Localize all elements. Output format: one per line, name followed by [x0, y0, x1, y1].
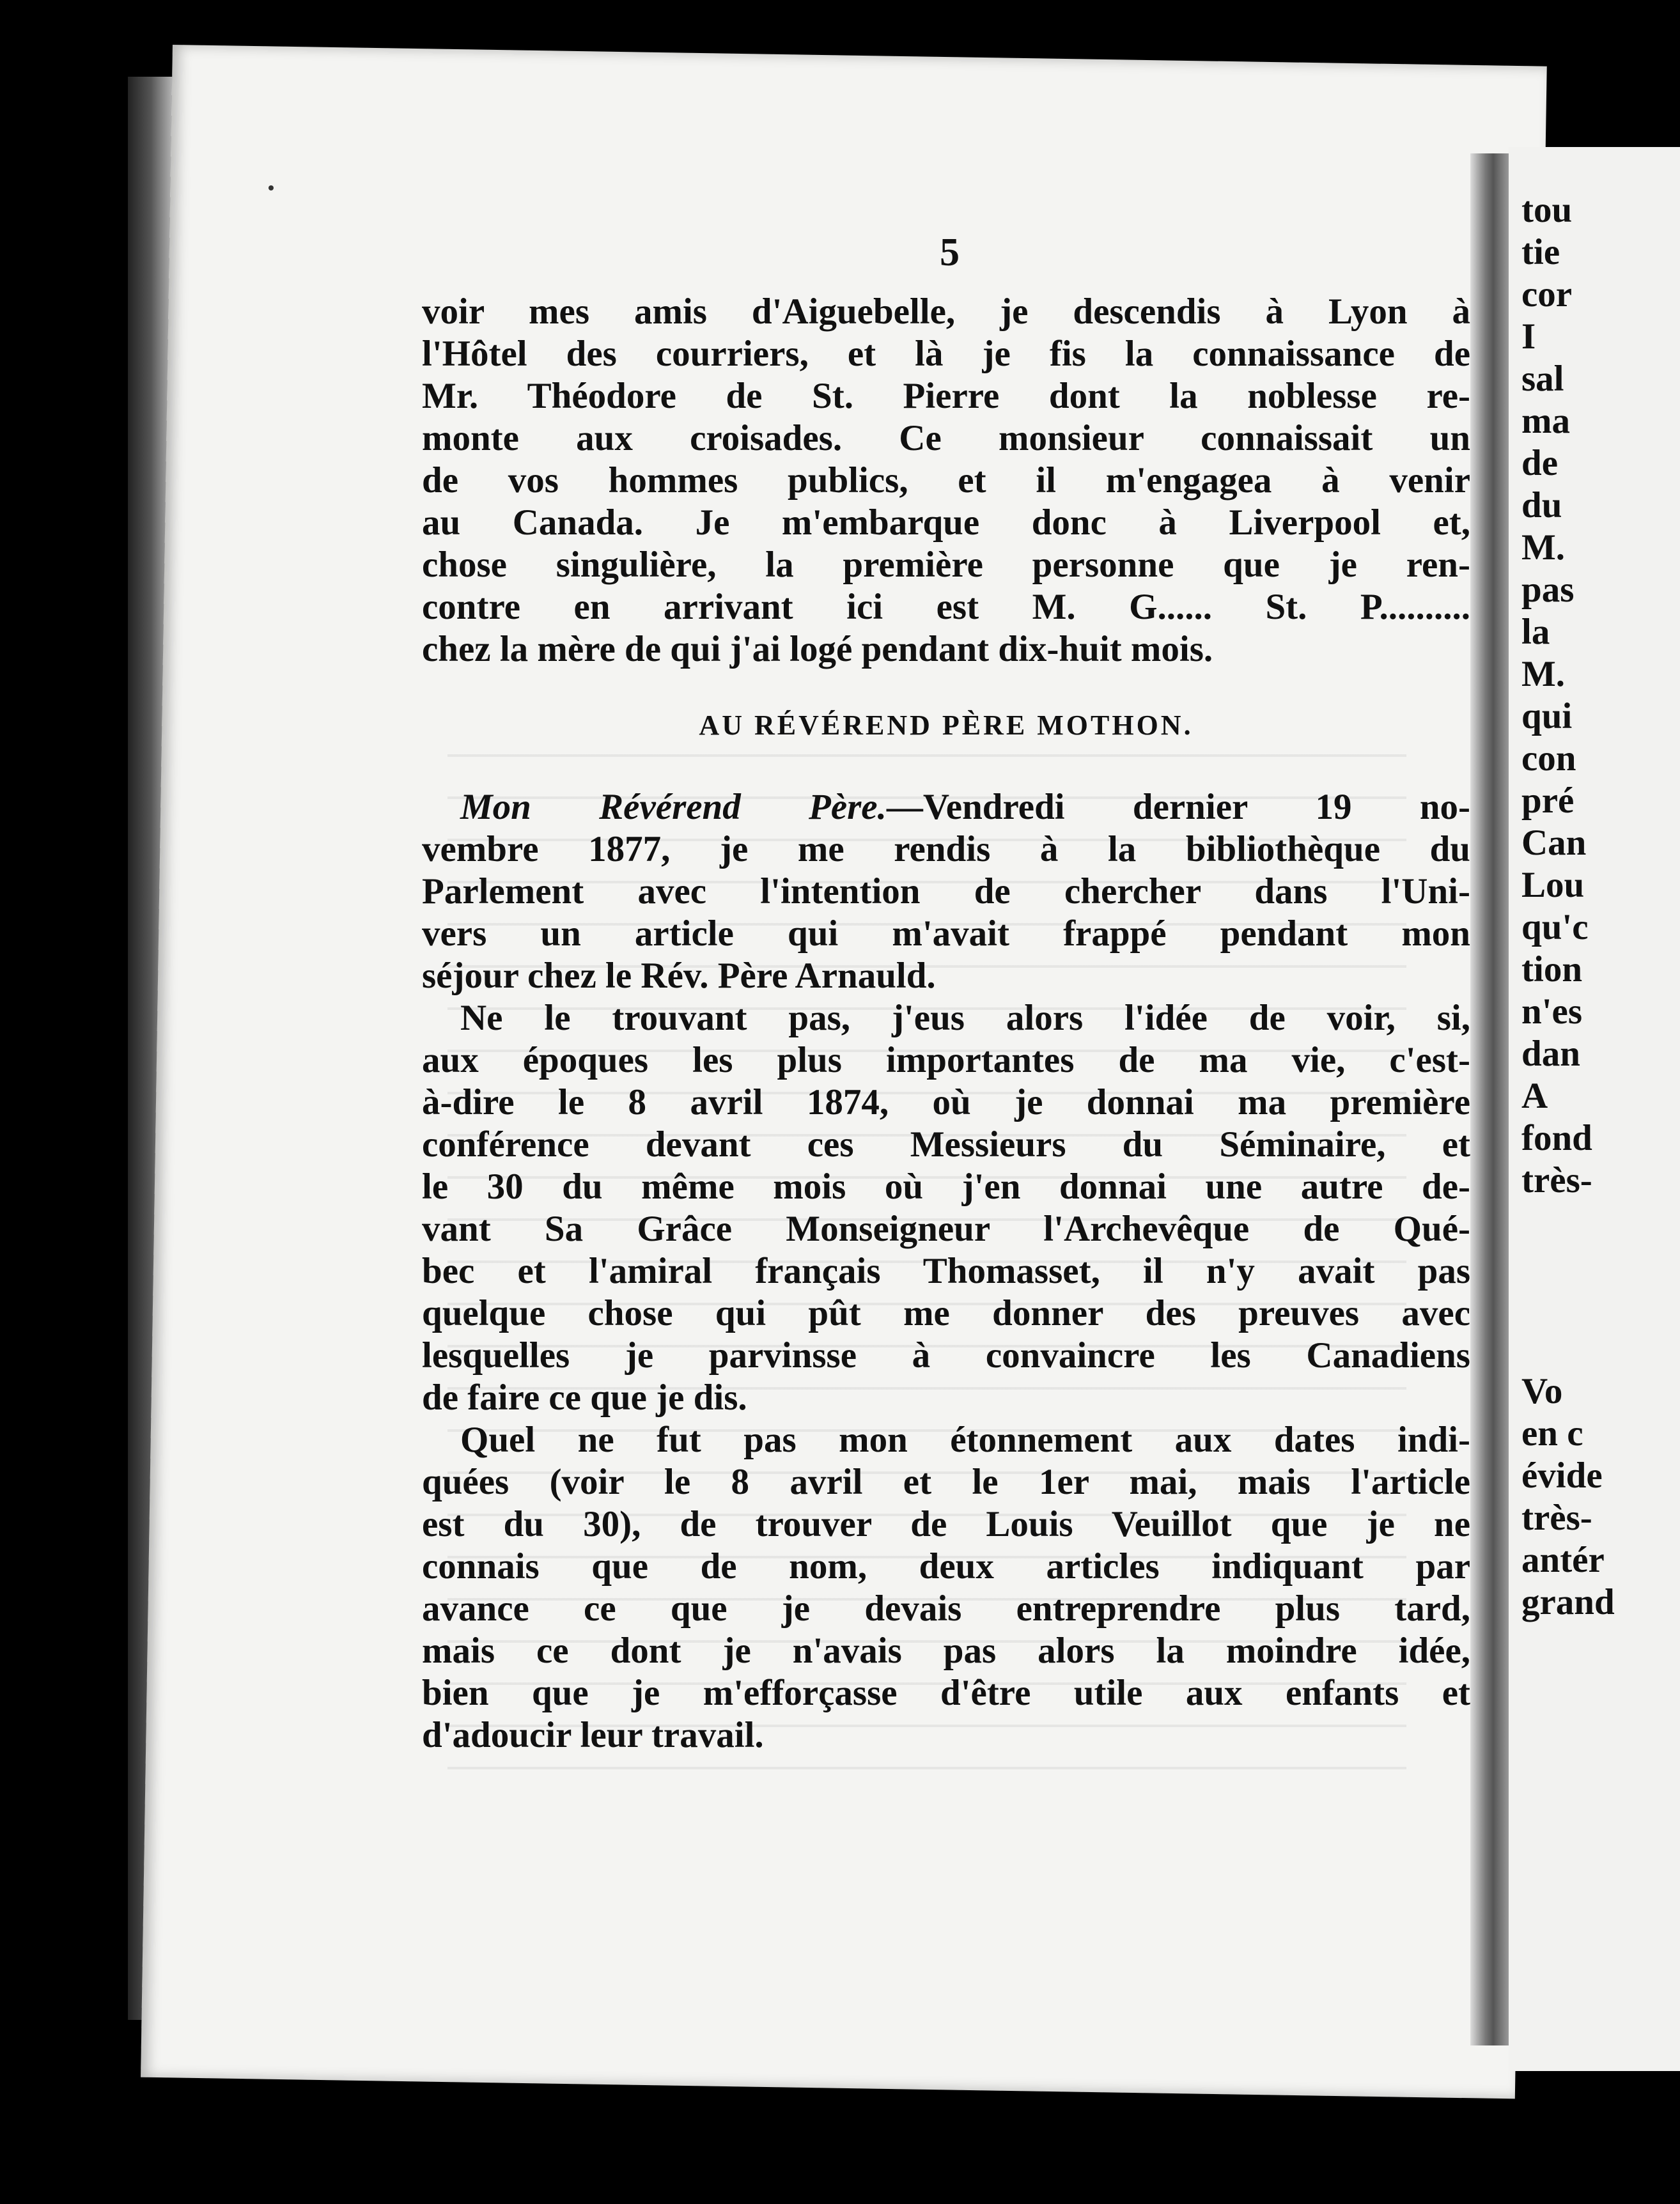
- text-line: l'Hôtel des courriers, et là je fis la connaissance de: [422, 334, 1470, 374]
- facing-page-fragment: très-: [1521, 1160, 1592, 1200]
- text-line: aux époques les plus importantes de ma vie, c'est-: [422, 1040, 1470, 1080]
- facing-page-fragment: de: [1521, 443, 1558, 483]
- text-line: connais que de nom, deux articles indiquant par: [422, 1546, 1470, 1587]
- facing-page-fragment: tion: [1521, 949, 1583, 989]
- facing-page-fragment: Can: [1521, 823, 1587, 863]
- facing-page-fragment: ma: [1521, 401, 1570, 441]
- facing-page-fragment: Vo: [1521, 1371, 1563, 1411]
- facing-page-fragment: tou: [1521, 190, 1573, 230]
- paragraph-3: [422, 997, 1470, 1419]
- facing-page-fragment: la: [1521, 612, 1550, 652]
- text-line: mais ce dont je n'avais pas alors la moindre idée,: [422, 1631, 1470, 1671]
- paragraph-1: [422, 291, 1470, 671]
- text-line: chose singulière, la première personne que je ren-: [422, 545, 1470, 585]
- text-line: Ne le trouvant pas, j'eus alors l'idée de voir, si,: [460, 998, 1470, 1038]
- salutation: Mon Révérend Père.: [460, 787, 887, 827]
- page-number: 5: [940, 231, 960, 274]
- text-line: voir mes amis d'Aiguebelle, je descendis à Lyon à: [422, 291, 1470, 332]
- text-line: Parlement avec l'intention de chercher dans l'Uni-: [422, 871, 1470, 912]
- facing-page-text: [1521, 147, 1615, 1624]
- text-line: vers un article qui m'avait frappé pendant mon: [422, 913, 1470, 954]
- book-gutter: [1470, 153, 1509, 2045]
- facing-page-fragment: [1521, 1286, 1615, 1328]
- text-line: est du 30), de trouver de Louis Veuillot que je ne: [422, 1504, 1470, 1544]
- facing-page-fragment: qu'c: [1521, 907, 1589, 947]
- facing-page-fragment: M.: [1521, 654, 1566, 694]
- facing-page-fragment: qui: [1521, 696, 1573, 736]
- facing-page-fragment: dan: [1521, 1034, 1580, 1074]
- facing-page-fragment: A: [1521, 1076, 1548, 1116]
- text-line: de vos hommes publics, et il m'engagea à venir: [422, 460, 1470, 501]
- text-line: quées (voir le 8 avril et le 1er mai, mais l'article: [422, 1462, 1470, 1502]
- paragraph-4: [422, 1419, 1470, 1757]
- text-line: monte aux croisades. Ce monsieur connaissait un: [422, 418, 1470, 458]
- text-line: séjour chez le Rév. Père Arnauld.: [422, 956, 936, 996]
- facing-page-fragment: n'es: [1521, 991, 1583, 1032]
- text-line: Mr. Théodore de St. Pierre dont la noblesse re-: [422, 376, 1470, 416]
- text-line: le 30 du même mois où j'en donnai une autre de-: [422, 1167, 1470, 1207]
- text-line: au Canada. Je m'embarque donc à Liverpool et,: [422, 502, 1470, 543]
- paragraph-2: [422, 786, 1470, 997]
- facing-page-fragment: tie: [1521, 232, 1560, 272]
- page-text: [422, 291, 1470, 1757]
- facing-page-fragment: pré: [1521, 780, 1575, 821]
- text-line: vembre 1877, je me rendis à la bibliothèque du: [422, 829, 1470, 869]
- facing-page-fragment: con: [1521, 738, 1576, 779]
- facing-page-fragment: [1521, 1244, 1615, 1286]
- print-speck: [268, 185, 274, 190]
- text-line: de faire ce que je dis.: [422, 1378, 747, 1418]
- facing-page-fragment: sal: [1521, 359, 1564, 399]
- letter-heading: AU RÉVÉREND PÈRE MOTHON.: [699, 710, 1194, 741]
- text-line: d'adoucir leur travail.: [422, 1715, 764, 1755]
- text-line: chez la mère de qui j'ai logé pendant dix-huit mois.: [422, 629, 1213, 669]
- facing-page-fragment: pas: [1521, 570, 1575, 610]
- text-line: conférence devant ces Messieurs du Séminaire, et: [422, 1124, 1470, 1165]
- text-line: à-dire le 8 avril 1874, où je donnai ma première: [422, 1082, 1470, 1122]
- facing-page-fragment: évide: [1521, 1455, 1603, 1496]
- facing-page-fragment: antér: [1521, 1540, 1605, 1580]
- facing-page-fragment: [1521, 147, 1615, 189]
- facing-page-fragment: [1521, 1202, 1615, 1244]
- facing-page-fragment: en c: [1521, 1413, 1583, 1454]
- facing-page-fragment: cor: [1521, 274, 1573, 314]
- text-line: contre en arrivant ici est M. G...... St. P..........: [422, 587, 1470, 627]
- facing-page-fragment: [1521, 1328, 1615, 1370]
- text-line: quelque chose qui pût me donner des preuves avec: [422, 1293, 1470, 1333]
- text-line: bien que je m'efforçasse d'être utile aux enfants et: [422, 1673, 1470, 1713]
- text-line: bec et l'amiral français Thomasset, il n'y avait pas: [422, 1251, 1470, 1291]
- text-line: [422, 786, 1470, 828]
- facing-page-fragment: fond: [1521, 1118, 1592, 1158]
- facing-page-fragment: très-: [1521, 1498, 1592, 1538]
- facing-page-fragment: du: [1521, 485, 1562, 525]
- facing-page-fragment: I: [1521, 316, 1536, 357]
- text-line: Quel ne fut pas mon étonnement aux dates indi-: [460, 1420, 1470, 1460]
- text-line-rest: —Vendredi dernier 19 no-: [886, 787, 1470, 827]
- text-line: lesquelles je parvinsse à convaincre les Canadiens: [422, 1335, 1470, 1376]
- facing-page-fragment: M.: [1521, 527, 1566, 568]
- text-line: vant Sa Grâce Monseigneur l'Archevêque de Qué-: [422, 1209, 1470, 1249]
- facing-page-fragment: Lou: [1521, 865, 1585, 905]
- facing-page: [1509, 147, 1680, 2071]
- facing-page-fragment: grand: [1521, 1582, 1615, 1622]
- text-line: avance ce que je devais entreprendre plus tard,: [422, 1588, 1470, 1629]
